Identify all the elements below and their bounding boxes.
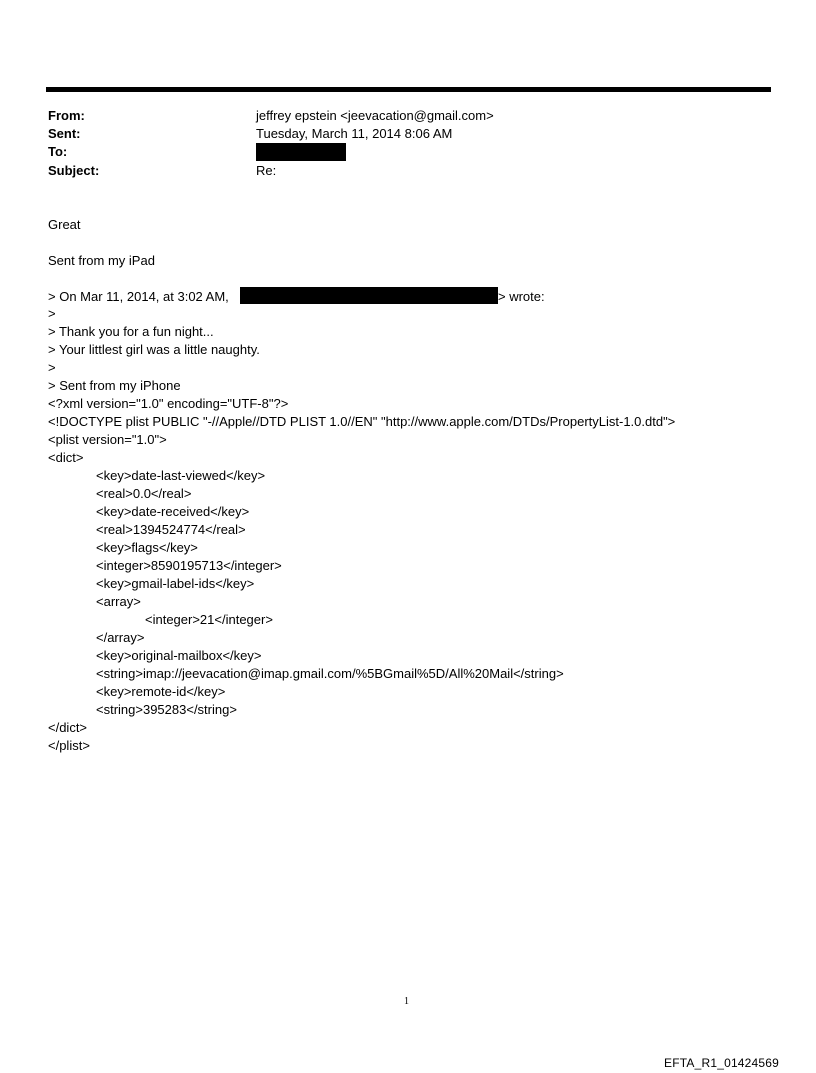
xml-line: <real>0.0</real> xyxy=(96,486,192,501)
xml-line: <key>original-mailbox</key> xyxy=(96,648,262,663)
ipad-signature: Sent from my iPad xyxy=(48,253,155,268)
quoted-line: > Sent from my iPhone xyxy=(48,378,181,393)
quote-intro-prefix: > On Mar 11, 2014, at 3:02 AM, xyxy=(48,289,229,304)
xml-line: </plist> xyxy=(48,738,90,753)
from-label: From: xyxy=(48,108,85,123)
xml-line: <key>date-last-viewed</key> xyxy=(96,468,266,483)
xml-line: <real>1394524774</real> xyxy=(96,522,246,537)
from-value: jeffrey epstein <jeevacation@gmail.com> xyxy=(256,108,494,123)
xml-line: <string>395283</string> xyxy=(96,702,237,717)
page-number: 1 xyxy=(404,996,409,1007)
greeting-text: Great xyxy=(48,217,81,232)
to-label: To: xyxy=(48,144,68,159)
sender-redaction xyxy=(240,287,498,304)
xml-line: <array> xyxy=(96,594,141,609)
quote-intro-suffix: > wrote: xyxy=(498,289,545,304)
xml-line: <key>remote-id</key> xyxy=(96,684,226,699)
xml-line: <!DOCTYPE plist PUBLIC "-//Apple//DTD PLIST 1.0//EN" "http://www.apple.com/DTDs/PropertyList-1.0.dtd"> xyxy=(48,414,676,429)
quoted-line: > Your littlest girl was a little naughty. xyxy=(48,342,260,357)
subject-value: Re: xyxy=(256,163,277,178)
xml-line: <integer>21</integer> xyxy=(145,612,273,627)
document-id: EFTA_R1_01424569 xyxy=(664,1056,780,1070)
xml-line: <key>gmail-label-ids</key> xyxy=(96,576,255,591)
xml-line: <dict> xyxy=(48,450,84,465)
xml-line: <string>imap://jeevacation@imap.gmail.com/%5BGmail%5D/All%20Mail</string> xyxy=(96,666,564,681)
xml-line: <key>flags</key> xyxy=(96,540,198,555)
sent-value: Tuesday, March 11, 2014 8:06 AM xyxy=(256,126,453,141)
header-rule xyxy=(46,87,771,92)
xml-line: <?xml version="1.0" encoding="UTF-8"?> xyxy=(48,396,289,411)
xml-line: <key>date-received</key> xyxy=(96,504,250,519)
quoted-line: > xyxy=(48,306,56,321)
sent-label: Sent: xyxy=(48,126,81,141)
subject-label: Subject: xyxy=(48,163,100,178)
quoted-line: > Thank you for a fun night... xyxy=(48,324,214,339)
xml-line: <plist version="1.0"> xyxy=(48,432,167,447)
to-redaction xyxy=(256,143,346,161)
xml-line: <integer>8590195713</integer> xyxy=(96,558,282,573)
xml-line: </dict> xyxy=(48,720,88,735)
xml-line: </array> xyxy=(96,630,145,645)
quoted-line: > xyxy=(48,360,56,375)
